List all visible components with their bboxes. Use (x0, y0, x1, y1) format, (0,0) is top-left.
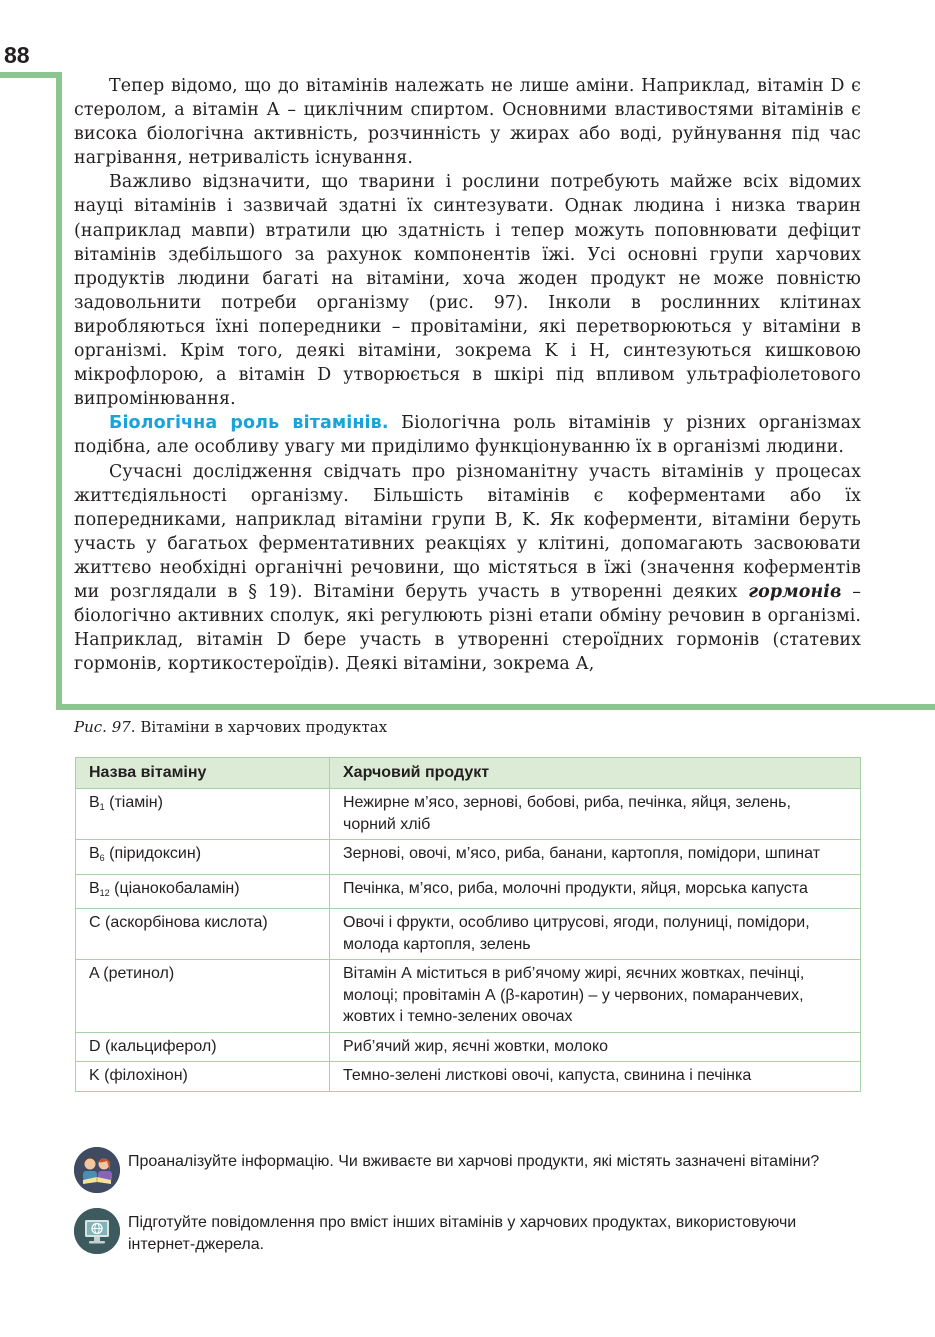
paragraph-4 (74, 460, 861, 677)
computer-globe-icon (74, 1208, 120, 1254)
vitamin-letter: B (89, 879, 100, 897)
table-row (76, 789, 861, 840)
table-row (76, 960, 861, 1033)
table-row (76, 874, 861, 909)
table-row (76, 909, 861, 960)
food-product-cell: Вітамін А міститься в риб’ячому жирі, яєчних жовтках, печінці, молоці; провітамін А (β-каротин) – у червоних, помаранчевих, жовтих і темно-зелених овочах (330, 960, 861, 1033)
food-product-cell: Зернові, овочі, м’ясо, риба, банани, картопля, помідори, шпинат (330, 840, 861, 875)
paragraph-2: Важливо відзначити, що тварини і рослини потребують майже всіх відомих науці вітамінів і зазвичай здатні їх синтезувати. Однак людина і низка тварин (наприклад мавпи) втратили цю здатність і тепер можуть поповнювати дефіцит вітамінів здебільшого за рахунок компонентів їжі. Усі основні групи харчових продуктів людини багаті на вітаміни, хоча жоден продукт не може повністю задовольнити потреби організму (рис. 97). Інколи в рослинних клітинах виробляються їхні попередники – провітаміни, які перетворюються у вітаміни в організмі. Крім того, деякі вітаміни, зокрема K і H, синтезуються кишковою мікрофлорою, а вітамін D утворюється в шкірі під впливом ультрафіолетового випромінювання. (74, 172, 861, 410)
paragraph-3 (74, 411, 861, 459)
vitamin-letter: D (89, 1037, 101, 1055)
vitamin-subscript: 12 (99, 887, 110, 898)
vitamin-chemical-name: (тіамін) (104, 794, 163, 811)
table-row (76, 840, 861, 875)
vitamin-chemical-name: (аскорбінова кислота) (100, 914, 268, 931)
decorative-bar-top (0, 72, 60, 78)
vitamin-name-cell (76, 1032, 330, 1062)
paragraph-4-after: – біологічно активних сполук, які регулюють різні етапи обміну речовин в організмі. Наприклад, вітамін D бере участь в утворенні стероїдних гормонів (статевих гормонів, кортикостероїдів). Деякі вітаміни, зокрема А, (74, 581, 861, 675)
vitamin-letter: A (89, 965, 99, 982)
paragraph-4-before: Сучасні дослідження свідчать про різноманітну участь вітамінів у процесах життєдіяльності організму. Більшість вітамінів є коферментами або їх попередниками, наприклад вітаміни групи В, K. Як коферменти, вітаміни беруть участь у багатьох ферментативних реакціях у клітині, допомагають засвоювати життєво необхідні органічні речовини, що містяться в їжі (значення коферментів ми розглядали в § 19). Вітаміни беруть участь в утворенні деяких (74, 461, 861, 602)
vitamin-name-cell (76, 874, 330, 909)
vitamin-letter: B (89, 845, 100, 862)
vitamin-subscript: 6 (99, 853, 105, 863)
vitamin-subscript: 1 (99, 802, 105, 812)
figure-caption-text: Вітаміни в харчових продуктах (135, 718, 388, 736)
figure-label: Рис. 97. (74, 718, 136, 736)
vitamin-name-cell (76, 1062, 330, 1092)
vitamin-chemical-name: (піридоксин) (104, 845, 202, 862)
main-text (74, 74, 861, 676)
term-hormones: гормонів (748, 581, 842, 602)
vitamin-letter: C (89, 914, 101, 931)
vitamin-letter: B (89, 794, 100, 811)
header-vitamin-name: Назва вітаміну (76, 758, 330, 789)
students-reading-icon (74, 1147, 120, 1193)
vitamin-letter: K (89, 1067, 100, 1084)
table-header-row (76, 758, 861, 789)
vitamin-chemical-name: (ціанокобаламін) (109, 879, 240, 897)
vitamin-name-cell (76, 840, 330, 875)
table-body (76, 789, 861, 1092)
vitamins-table (75, 757, 861, 1092)
section-heading: Біологічна роль вітамінів. (109, 413, 389, 434)
food-product-cell: Нежирне м’ясо, зернові, бобові, риба, печінка, яйця, зелень, чорний хліб (330, 789, 861, 840)
food-product-cell: Темно-зелені листкові овочі, капуста, свинина і печінка (330, 1062, 861, 1092)
food-product-cell: Печінка, м’ясо, риба, молочні продукти, яйця, морська капуста (330, 874, 861, 909)
page-number: 88 (4, 42, 30, 68)
food-product-cell: Овочі і фрукти, особливо цитрусові, ягоди, полуниці, помідори, молода картопля, зелень (330, 909, 861, 960)
vitamin-chemical-name: (філохінон) (99, 1067, 188, 1084)
food-product-cell: Риб’ячий жир, яєчні жовтки, молоко (330, 1032, 861, 1062)
figure-caption (74, 718, 387, 736)
vitamin-name-cell (76, 909, 330, 960)
header-food-product: Харчовий продукт (330, 758, 861, 789)
decorative-bar-bottom (56, 704, 935, 710)
decorative-bar-left (56, 72, 62, 710)
task-analyze-text: Проаналізуйте інформацію. Чи вживаєте ви харчові продукти, які містять зазначені вітаміни? (128, 1153, 820, 1170)
section-text: Біологічна роль вітамінів у різних організмах подібна, але особливу увагу ми приділимо функціонуванню їх в організмі людини. (74, 413, 861, 458)
paragraph-1: Тепер відомо, що до вітамінів належать не лише аміни. Наприклад, вітамін D є стеролом, а вітамін А – циклічним спиртом. Основними властивостями вітамінів є висока біологічна активність, розчинність у жирах або воді, руйнування під час нагрівання, нетривалість існування. (74, 76, 861, 169)
vitamin-chemical-name: (ретинол) (98, 965, 175, 982)
table-row (76, 1062, 861, 1092)
vitamin-name-cell (76, 960, 330, 1033)
vitamin-name-cell (76, 789, 330, 840)
table-row (76, 1032, 861, 1062)
task-prepare-text: Підготуйте повідомлення про вміст інших вітамінів у харчових продуктах, використовуючи інтернет-джерела. (128, 1214, 797, 1253)
vitamin-chemical-name: (кальциферол) (100, 1037, 217, 1055)
